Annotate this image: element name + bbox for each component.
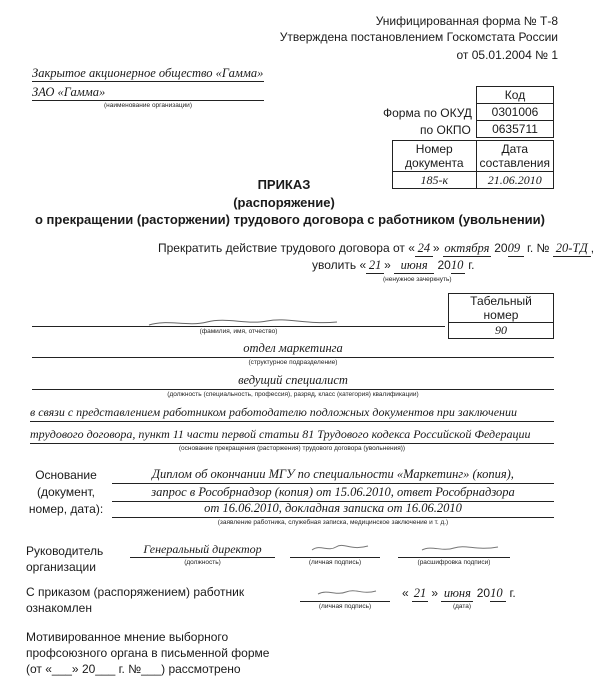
employee-fio-field xyxy=(32,310,445,327)
okud-label: Форма по ОКУД xyxy=(383,106,472,120)
ack-signature-scribble xyxy=(316,586,378,598)
position-value: ведущий специалист xyxy=(32,373,554,390)
title-subject: о прекращении (расторжении) трудового договора с работником (увольнении) xyxy=(35,212,545,227)
ack-month: июня xyxy=(441,586,473,602)
ack-signature-caption: (личная подпись) xyxy=(318,603,372,610)
approval-date: от 05.01.2004 № 1 xyxy=(456,48,558,62)
tab-number-table xyxy=(448,293,554,339)
union-line1: Мотивированное мнение выборного xyxy=(26,630,229,644)
head-signature-caption: (личная подпись) xyxy=(308,559,362,566)
head-signature-scribble xyxy=(310,542,370,554)
ack-signature-field xyxy=(300,586,390,602)
reason-line2: трудового договора, пункт 11 части первой статьи 81 Трудового кодекса Российской Федерации xyxy=(30,427,554,444)
basis-line1: Диплом об окончании МГУ по специальности «Маркетинг» (копия), xyxy=(112,467,554,484)
dismiss-q: » xyxy=(384,258,391,272)
dismiss-prefix: уволить « xyxy=(312,258,367,272)
position-caption: (должность (специальность, профессия), разряд, класс (категория) квалификации) xyxy=(167,391,419,398)
contract-year-prefix: 20 xyxy=(494,241,508,255)
doc-date-header: Дата составления xyxy=(476,141,553,172)
contract-month: октября xyxy=(444,241,490,255)
ack-day: 21 xyxy=(413,586,427,600)
terminate-line xyxy=(158,241,594,257)
codes-table xyxy=(476,86,554,138)
handwritten-name-scribble xyxy=(147,313,347,329)
union-line2: профсоюзного органа в письменной форме xyxy=(26,646,270,660)
head-position-caption: (должность) xyxy=(184,559,221,566)
dismiss-day: 21 xyxy=(366,258,384,274)
tab-number-header: Табельный номер xyxy=(449,294,554,323)
okpo-value: 0635711 xyxy=(477,121,554,138)
department-value: отдел маркетинга xyxy=(32,341,554,358)
ack-open-quote: « xyxy=(402,586,409,600)
fio-caption: (фамилия, имя, отчество) xyxy=(199,328,278,335)
basis-line2: запрос в Рособрнадзор (копия) от 15.06.2010, ответ Рособрнадзора xyxy=(112,485,554,502)
doc-number-header: Номер документа xyxy=(393,141,477,172)
terminate-comma: , xyxy=(590,241,594,255)
head-position: Генеральный директор xyxy=(130,542,275,558)
doc-number-value: 185-к xyxy=(393,172,477,189)
basis-line3: от 16.06.2010, докладная записка от 16.06.2010 xyxy=(112,501,554,518)
terminate-prefix: Прекратить действие трудового договора от « xyxy=(158,241,415,255)
head-label2: организации xyxy=(26,560,96,574)
dismiss-g: г. xyxy=(468,258,475,272)
contract-year: 09 xyxy=(508,241,524,257)
okud-value: 0301006 xyxy=(477,104,554,121)
title-rasporyazhenie: (распоряжение) xyxy=(233,195,335,210)
okpo-label: по ОКПО xyxy=(420,123,471,137)
head-decoding-field xyxy=(398,542,510,558)
ack-g: г. xyxy=(509,586,516,600)
org-caption: (наименование организации) xyxy=(104,102,192,109)
basis-label2: (документ, xyxy=(37,485,95,499)
reason-line1: в связи с представлением работником работодателю подложных документов при заключении xyxy=(30,405,554,422)
tab-number-value: 90 xyxy=(449,323,554,339)
contract-g-num: г. № xyxy=(526,241,550,255)
contract-day: 24 xyxy=(415,241,433,257)
ack-year-prefix: 20 xyxy=(476,586,491,600)
title-prikaz: ПРИКАЗ xyxy=(257,177,311,192)
basis-label1: Основание xyxy=(35,468,97,482)
head-decoding-caption: (расшифровка подписи) xyxy=(417,559,491,566)
ack-year: 10 xyxy=(490,586,506,602)
codes-header: Код xyxy=(477,87,554,104)
ack-label1: С приказом (распоряжением) работник xyxy=(26,585,245,599)
ack-date-caption: (дата) xyxy=(452,603,472,610)
strike-caption: (ненужное зачеркнуть) xyxy=(383,276,452,283)
dismiss-line xyxy=(312,258,474,274)
ack-label2: ознакомлен xyxy=(26,601,92,615)
basis-label3: номер, дата): xyxy=(28,502,104,516)
org-name-line2: ЗАО «Гамма» xyxy=(32,85,264,101)
ack-close-quote: » xyxy=(431,586,439,600)
terminate-q: » xyxy=(432,241,440,255)
dismiss-year: 10 xyxy=(450,258,464,272)
doc-date-value: 21.06.2010 xyxy=(476,172,553,189)
head-decoding-scribble xyxy=(420,542,500,554)
dismiss-year-prefix: 20 xyxy=(437,258,451,272)
org-name-line1: Закрытое акционерное общество «Гамма» xyxy=(32,66,264,80)
union-line3: (от «___» 20___ г. №___) рассмотрено xyxy=(26,662,241,676)
reason-caption: (основание прекращения (расторжения) трудового договора (увольнения)) xyxy=(178,445,406,452)
head-label1: Руководитель xyxy=(26,544,104,558)
department-caption: (структурное подразделение) xyxy=(248,359,338,366)
contract-number: 20-ТД xyxy=(553,241,591,257)
head-signature-field xyxy=(290,542,380,558)
dismiss-month: июня xyxy=(394,258,434,274)
form-name: Унифицированная форма № Т-8 xyxy=(375,14,558,28)
basis-caption: (заявление работника, служебная записка, медицинское заключение и т. д.) xyxy=(217,519,449,526)
approval-text: Утверждена постановлением Госкомстата России xyxy=(279,30,558,44)
ack-date xyxy=(402,586,516,602)
